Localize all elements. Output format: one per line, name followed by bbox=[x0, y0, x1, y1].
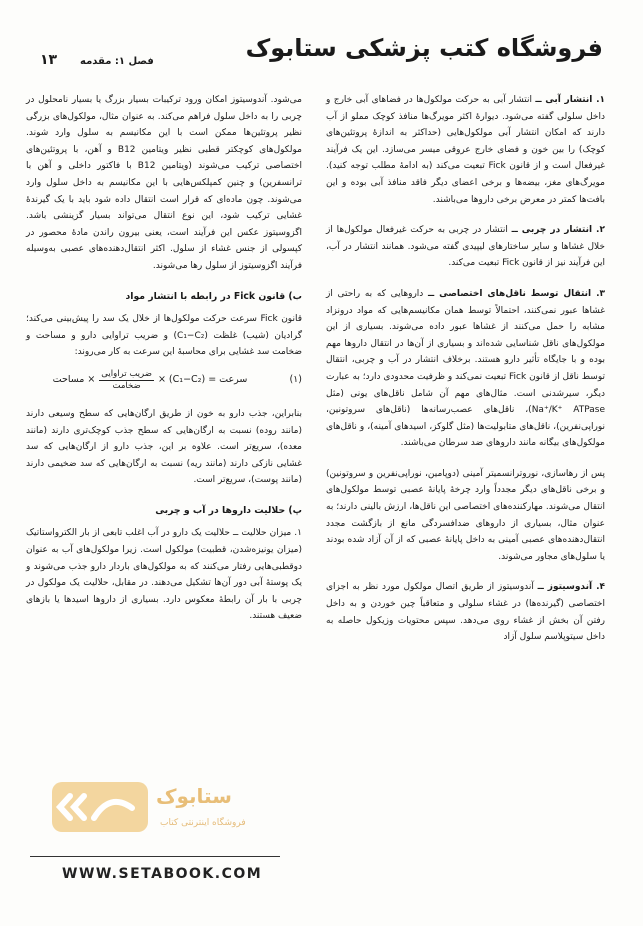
paragraph-text: انتشار آبی به حرکت مولکول‌ها در فضاهای آبی خارج و داخل سلولی گفته می‌شود. دیوارهٔ اکثر مویرگ‌ها منافذ کوچک مملو از آب دارند که امکان انتشار آبی مولکول‌هایی (حداکثر به اندازهٔ پروتئین‌های کوچک) را بین خون و فضای خارج عروقی میسر می‌سازد. این یک فرآیند غیرفعال است و از قانون Fick تبعیت می‌کند (به ادامهٔ مطلب توجه کنید). مویرگ‌های مغز، بیضه‌ها و برخی اعضای دیگر فاقد منافذ آبی بوده و این بافت‌ها کمتر در معرض برخی داروها می‌باشند. bbox=[326, 95, 606, 205]
paragraph-endocytosis-cont: می‌شود. آندوسیتوز امکان ورود ترکیبات بسیار بزرگ یا بسیار نامحلول در چربی را به داخل سلول فراهم می‌کند. به عنوان مثال، مولکول‌های بزرگی نظیر پروتئین‌ها ممکن است با این مکانیسم به سلول وارد شوند. مولکول‌های کوچکتر قطبی نظیر ویتامین B12 و آهن، با پروتئین‌های اختصاصی ترکیب می‌شوند (ویتامین B12 با فاکتور داخلی و آهن با ترانسفرین) و چنین کمپلکس‌هایی با این مکانیسم به داخل سلول وارد می‌شوند. چون ماده‌ای که قرار است انتقال داده شود باید با یک گیرندهٔ غشایی ترکیب شود، این نوع انتقال می‌تواند بسیار گزینشی باشد. اگزوسیتوز عکس این فرآیند است، یعنی بیرون راندن مادهٔ محصور در کپسولی از جنس غشاء از سلول. اکثر انتقال‌دهنده‌های عصبی به‌وسیله فرآیند اگزوسیتوز از سلول رها می‌شوند. bbox=[26, 95, 303, 271]
fraction-numerator: ضریب تراوایی bbox=[101, 368, 152, 379]
equation-rhs: × مساحت bbox=[52, 374, 96, 386]
watermark-subtitle: فروشگاه اینترنتی کتاب bbox=[160, 818, 246, 828]
paragraph-lead: ۱. انتشار آبی ــ bbox=[535, 95, 605, 105]
fick-equation bbox=[26, 369, 302, 392]
paragraph-fick-law: قانون Fick سرعت حرکت مولکول‌ها از خلال یک سد را پیش‌بینی می‌کند؛ گرادیان (شیب) غلظت (C₁−C₂) و ضریب تراوایی دارو و مساحت و ضخامت سد غشایی برای محاسبهٔ این سرعت به کار می‌روند: bbox=[26, 314, 303, 358]
paragraph-endocytosis bbox=[326, 579, 605, 645]
paragraph-carrier-transport bbox=[326, 286, 605, 452]
equation-fraction bbox=[99, 369, 154, 392]
store-title: فروشگاه کتب پزشکی ستابوک bbox=[245, 34, 603, 62]
watermark-logo-icon bbox=[50, 778, 150, 836]
paragraph-absorption: بنابراین، جذب دارو به خون از طریق ارگان‌هایی که سطح وسیعی دارند (مانند روده) نسبت به ارگان‌هایی که سطح جذب کوچک‌تری دارند (مانند معده)، سریع‌تر است. علاوه بر این، جذب دارو از ارگان‌هایی که سد غشایی نازکی دارند (مانند ریه) نسبت به ارگان‌هایی که سد ضخیمی دارند (مانند پوست)، سریع‌تر است. bbox=[26, 408, 302, 486]
paragraph-aqueous-diffusion bbox=[326, 92, 605, 208]
paragraph-solubility: ۱. میزان حلالیت ــ حلالیت یک دارو در آب اغلب تابعی از بار الکترواستاتیک (میزان یونیزه‌شدن، قطبیت) مولکول است. زیرا مولکول‌های آب به عنوان دوقطبی‌هایی رفتار می‌کنند که به مولکول‌های باردار دارو جذب می‌شوند و یک پوستهٔ آبی دور آن‌ها تشکیل می‌دهند. در مقابل، حلالیت یک مولکول در چربی با بار آن رابطهٔ معکوس دارد. بسیاری از داروها اسیدها یا بازهای ضعیف هستند. bbox=[26, 528, 302, 622]
page-header bbox=[40, 30, 603, 72]
paragraph-text: پس از رهاسازی، نوروترانسمیتر آمینی (دوپامین، نوراپی‌نفرین و سروتونین) و برخی ناقل‌های دیگر مجدداً وارد چرخهٔ پایانهٔ عصبی توسط مولکول‌های انتقال می‌شوند. مهارکننده‌های اختصاصی این ناقل‌ها، ارزش بالینی دارند؛ به عنوان مثال، بسیاری از داروهای ضدافسردگی مانع از بازگشت مجدد انتقال‌دهنده‌های عصبی آمینی به داخل پایانهٔ عصبی که از آن آزاد شده بودند یا سلول‌های مجاور می‌شوند. bbox=[326, 468, 605, 562]
paragraph-lead: ۴. آندوسیتوز ــ bbox=[537, 582, 605, 593]
paragraph-text: داروهایی که به راحتی از غشاها عبور نمی‌کنند، احتمالاً توسط همان مکانیسم‌هایی که مواد درونزاد مشابه را حمل می‌کنند از غشاها عبور داده می‌شوند. بسیاری از این مولکول‌های ناقل شناسایی شده‌اند و بسیاری از آن‌ها در انتقال داروها مهم بوده و با جایگاه تأثیر دارو هستند. برخلاف انتشار در آب و چربی، انتقال توسط ناقل از قانون Fick تبعیت نمی‌کند و ظرفیت محدودی دارد؛ به عبارت دیگر، سیرشدنی است. مثال‌های مهم آن شامل ناقل‌های یونی (مثل Na⁺/K⁺ ATPase)، ناقل‌های عصب‌رسانه‌ها (ناقل‌های سروتونین، نوراپی‌نفرین)، ناقل‌های متابولیت‌ها (مثل گلوکز، اسیدهای آمینه)، و ناقل‌های مولکول‌های بیگانه مانند داروهای ضد سرطان می‌باشند. bbox=[326, 288, 605, 449]
fraction-denominator: ضخامت bbox=[112, 380, 141, 391]
paragraph-text: انتشار در چربی به حرکت غیرفعال مولکول‌ها از خلال غشاها و سایر ساختارهای لیپیدی گفته می‌شود. همانند انتشار در آب، این فرآیند نیز از قانون Fick تبعیت می‌کند. bbox=[326, 225, 605, 269]
paragraph-lead: ۲. انتشار در چربی ــ bbox=[511, 225, 605, 236]
right-column bbox=[326, 92, 605, 660]
paragraph-lead: ۳. انتقال توسط ناقل‌های اختصاصی ــ bbox=[428, 288, 605, 299]
paragraph-lipid-diffusion bbox=[326, 222, 605, 272]
footer-rule bbox=[30, 856, 280, 857]
left-column bbox=[26, 92, 302, 639]
watermark-name: ستابوک bbox=[156, 784, 232, 808]
equation-body bbox=[26, 369, 274, 392]
subheading-solubility: پ) حلالیت داروها در آب و چربی bbox=[155, 504, 302, 516]
paragraph-text: آندوسیتوز از طریق اتصال مولکول مورد نظر به اجزای اختصاصی (گیرنده‌ها) در غشاء سلولی و متعاقباً چین خوردن و به داخل رفتن آن بخش از غشاء روی می‌دهد. سپس محتویات وزیکول حاصله به داخل سیتوپلاسم سلول آزاد bbox=[326, 582, 605, 643]
footer-url: WWW.SETABOOK.COM bbox=[62, 866, 263, 882]
equation-lhs: سرعت = (C₁−C₂) × bbox=[157, 374, 248, 386]
paragraph-reuptake bbox=[326, 466, 605, 566]
subheading-fick-law: ب) قانون Fick در رابطه با انتشار مواد bbox=[125, 290, 302, 302]
equation-number: (۱) bbox=[289, 374, 302, 386]
page-number: ۱۳ bbox=[40, 52, 58, 68]
chapter-label: فصل ۱: مقدمه bbox=[80, 56, 154, 67]
